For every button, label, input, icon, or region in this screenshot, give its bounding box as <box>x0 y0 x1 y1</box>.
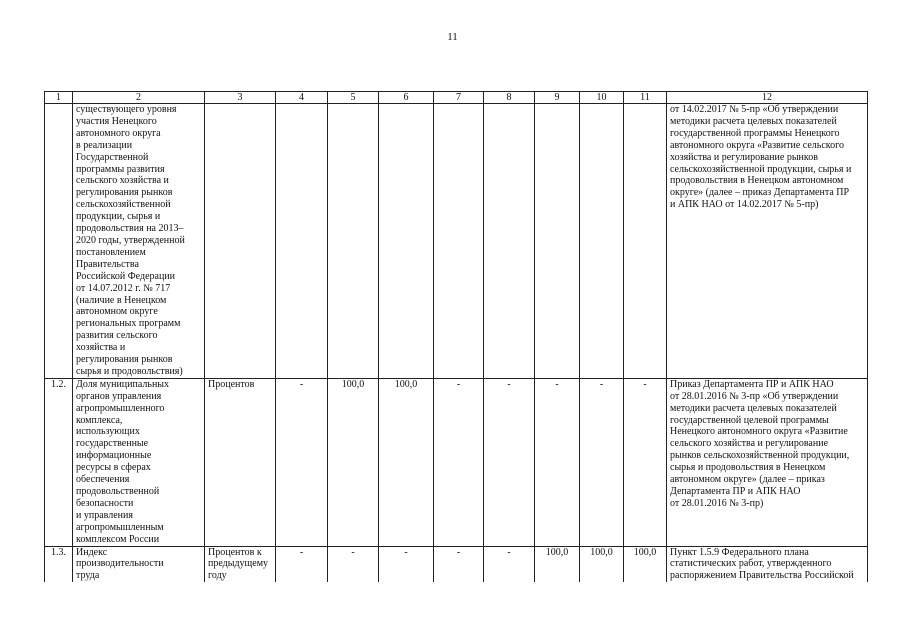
value-cell <box>535 104 580 379</box>
value-cell: - <box>535 378 580 546</box>
source-document: Приказ Департамента ПР и АПК НАО от 28.01.2016 № 3-пр «Об утверждении методики расчета целевых показателей государственной целевой программы Ненецкого автономного округа «Развитие сельского хозяйства и регулирование рынков сельскохозяйственной продукции, сырья и продовольствия в Ненецком автономном округе» (далее – приказ Департамента ПР и АПК НАО от 28.01.2016 № 3-пр) <box>667 378 868 546</box>
page-number: 11 <box>447 31 458 43</box>
column-number: 1 <box>45 92 73 104</box>
value-cell <box>328 104 379 379</box>
value-cell <box>379 104 434 379</box>
row-number: 1.2. <box>45 378 73 546</box>
value-cell: 100,0 <box>535 546 580 582</box>
table-row <box>45 104 868 379</box>
column-number: 3 <box>205 92 276 104</box>
value-cell: 100,0 <box>328 378 379 546</box>
value-cell: - <box>434 546 484 582</box>
value-cell <box>434 104 484 379</box>
source-document: Пункт 1.5.9 Федерального плана статистических работ, утвержденного распоряжением Правительства Российской <box>667 546 868 582</box>
row-number: 1.3. <box>45 546 73 582</box>
column-number: 2 <box>73 92 205 104</box>
value-cell: - <box>328 546 379 582</box>
value-cell: - <box>379 546 434 582</box>
column-number: 8 <box>484 92 535 104</box>
indicator-name: существующего уровня участия Ненецкого автономного округа в реализации Государственной программы развития сельского хозяйства и регулирования рынков сельскохозяйственной продукции, сырья и продовольствия на 2013– 2020 годы, утвержденной постановлением Правительства Российской Федерации от 14.07.2012 г. № 717 (наличие в Ненецком автономном округе региональных программ развития сельского хозяйства и регулирования рынков сырья и продовольствия) <box>73 104 205 379</box>
column-number: 6 <box>379 92 434 104</box>
value-cell <box>580 104 624 379</box>
value-cell <box>624 104 667 379</box>
value-cell: - <box>484 378 535 546</box>
value-cell: - <box>484 546 535 582</box>
value-cell: 100,0 <box>580 546 624 582</box>
unit: Процентов к предыдущему году <box>205 546 276 582</box>
row-number <box>45 104 73 379</box>
column-number: 10 <box>580 92 624 104</box>
column-number: 11 <box>624 92 667 104</box>
column-number: 5 <box>328 92 379 104</box>
value-cell: - <box>624 378 667 546</box>
value-cell <box>276 104 328 379</box>
table-row <box>45 378 868 546</box>
column-number: 12 <box>667 92 868 104</box>
value-cell <box>484 104 535 379</box>
indicator-name: Доля муниципальных органов управления агропромышленного комплекса, использующих государственные информационные ресурсы в сферах обеспечения продовольственной безопасности и управления агропромышленным комплексом России <box>73 378 205 546</box>
table-row <box>45 546 868 582</box>
column-number: 9 <box>535 92 580 104</box>
column-number-row <box>45 92 868 104</box>
value-cell: - <box>276 546 328 582</box>
indicators-table <box>44 91 868 582</box>
value-cell: 100,0 <box>379 378 434 546</box>
unit: Процентов <box>205 378 276 546</box>
indicator-name: Индекс производительности труда <box>73 546 205 582</box>
column-number: 4 <box>276 92 328 104</box>
column-number: 7 <box>434 92 484 104</box>
value-cell: - <box>580 378 624 546</box>
value-cell: - <box>276 378 328 546</box>
unit <box>205 104 276 379</box>
value-cell: 100,0 <box>624 546 667 582</box>
value-cell: - <box>434 378 484 546</box>
source-document: от 14.02.2017 № 5-пр «Об утверждении методики расчета целевых показателей государственной программы Ненецкого автономного округа «Развитие сельского хозяйства и регулирование рынков сельскохозяйственной продукции, сырья и продовольствия в Ненецком автономном округе» (далее – приказ Департамента ПР и АПК НАО от 14.02.2017 № 5-пр) <box>667 104 868 379</box>
